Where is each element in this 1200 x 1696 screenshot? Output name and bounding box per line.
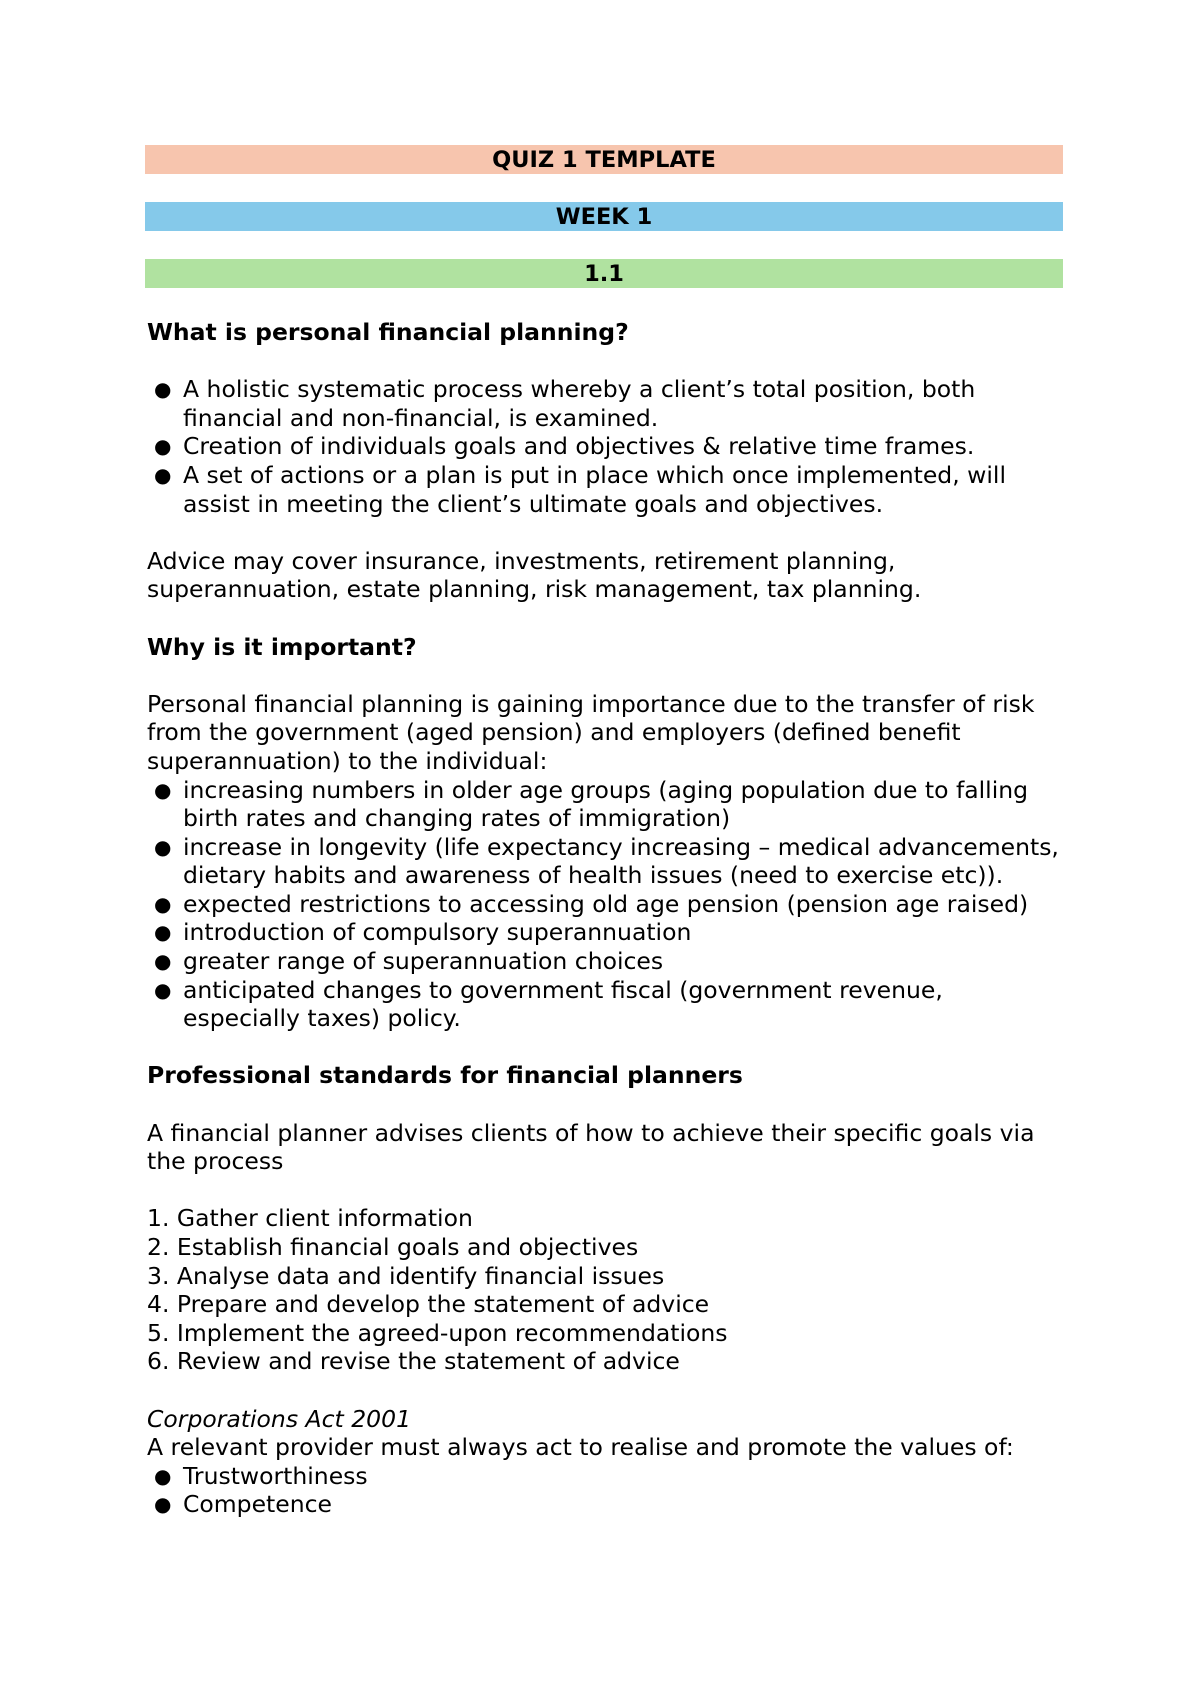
bullet-icon: ● <box>154 1492 172 1517</box>
bullet-icon: ● <box>154 891 172 916</box>
corporations-act-text: A relevant provider must always act to realise and promote the values of: <box>147 1433 1014 1462</box>
list-item: ● A set of actions or a plan is put in place which once implemented, will assist in meeting the client’s ultimate goals and objectives. <box>154 460 1006 518</box>
quiz-title-band: QUIZ 1 TEMPLATE <box>145 145 1063 174</box>
heading-professional-standards: Professional standards for financial planners <box>147 1061 743 1090</box>
advice-paragraph: Advice may cover insurance, investments, retirement planning, superannuation, estate planning, risk management, tax planning. <box>147 546 922 604</box>
list-item: 6. Review and revise the statement of advice <box>147 1347 680 1376</box>
list-item: 5. Implement the agreed-upon recommendations <box>147 1318 728 1347</box>
bullet-icon: ● <box>154 462 172 487</box>
bullet-icon: ● <box>154 777 172 802</box>
importance-intro: Personal financial planning is gaining importance due to the transfer of risk from the government (aged pension) and employers (defined benefit superannuation) to the individual: <box>147 689 1035 775</box>
list-item: ● introduction of compulsory superannuation <box>154 918 692 947</box>
importance-reasons-list <box>145 776 1063 1033</box>
list-item: ● Competence <box>154 1490 332 1519</box>
week-band: WEEK 1 <box>145 202 1063 231</box>
planning-process-steps <box>147 1204 1063 1376</box>
list-item: ● anticipated changes to government fiscal (government revenue, especially taxes) policy. <box>154 975 943 1033</box>
pfp-definition-list <box>145 375 1063 518</box>
bullet-icon: ● <box>154 949 172 974</box>
list-item: ● greater range of superannuation choices <box>154 947 664 976</box>
list-item: ● Creation of individuals goals and objectives & relative time frames. <box>154 432 975 461</box>
list-item: 3. Analyse data and identify financial issues <box>147 1261 665 1290</box>
list-item: ● Trustworthiness <box>154 1461 368 1490</box>
heading-why-important: Why is it important? <box>147 632 417 661</box>
list-item: ● increasing numbers in older age groups (aging population due to falling birth rates and changing rates of immigration) <box>154 775 1029 833</box>
list-item: ● A holistic systematic process whereby a client’s total position, both financial and non-financial, is examined. <box>154 375 976 432</box>
planner-process-intro: A financial planner advises clients of how to achieve their specific goals via the process <box>147 1118 1035 1176</box>
list-item: ● increase in longevity (life expectancy increasing – medical advancements, dietary habits and awareness of health issues (need to exercise etc)). <box>154 832 1059 890</box>
bullet-icon: ● <box>154 834 172 859</box>
bullet-icon: ● <box>154 1463 172 1488</box>
section-band: 1.1 <box>145 259 1063 288</box>
list-item: 1. Gather client information <box>147 1204 473 1233</box>
values-list <box>145 1462 1063 1519</box>
document-page <box>145 145 1063 1548</box>
list-item: 4. Prepare and develop the statement of advice <box>147 1290 710 1319</box>
list-item: ● expected restrictions to accessing old age pension (pension age raised) <box>154 889 1029 918</box>
bullet-icon: ● <box>154 377 172 402</box>
bullet-icon: ● <box>154 434 172 459</box>
corporations-act-title: Corporations Act 2001 <box>147 1404 412 1433</box>
bullet-icon: ● <box>154 920 172 945</box>
heading-what-is-pfp: What is personal financial planning? <box>147 318 629 346</box>
bullet-icon: ● <box>154 977 172 1002</box>
list-item: 2. Establish financial goals and objectives <box>147 1233 639 1261</box>
